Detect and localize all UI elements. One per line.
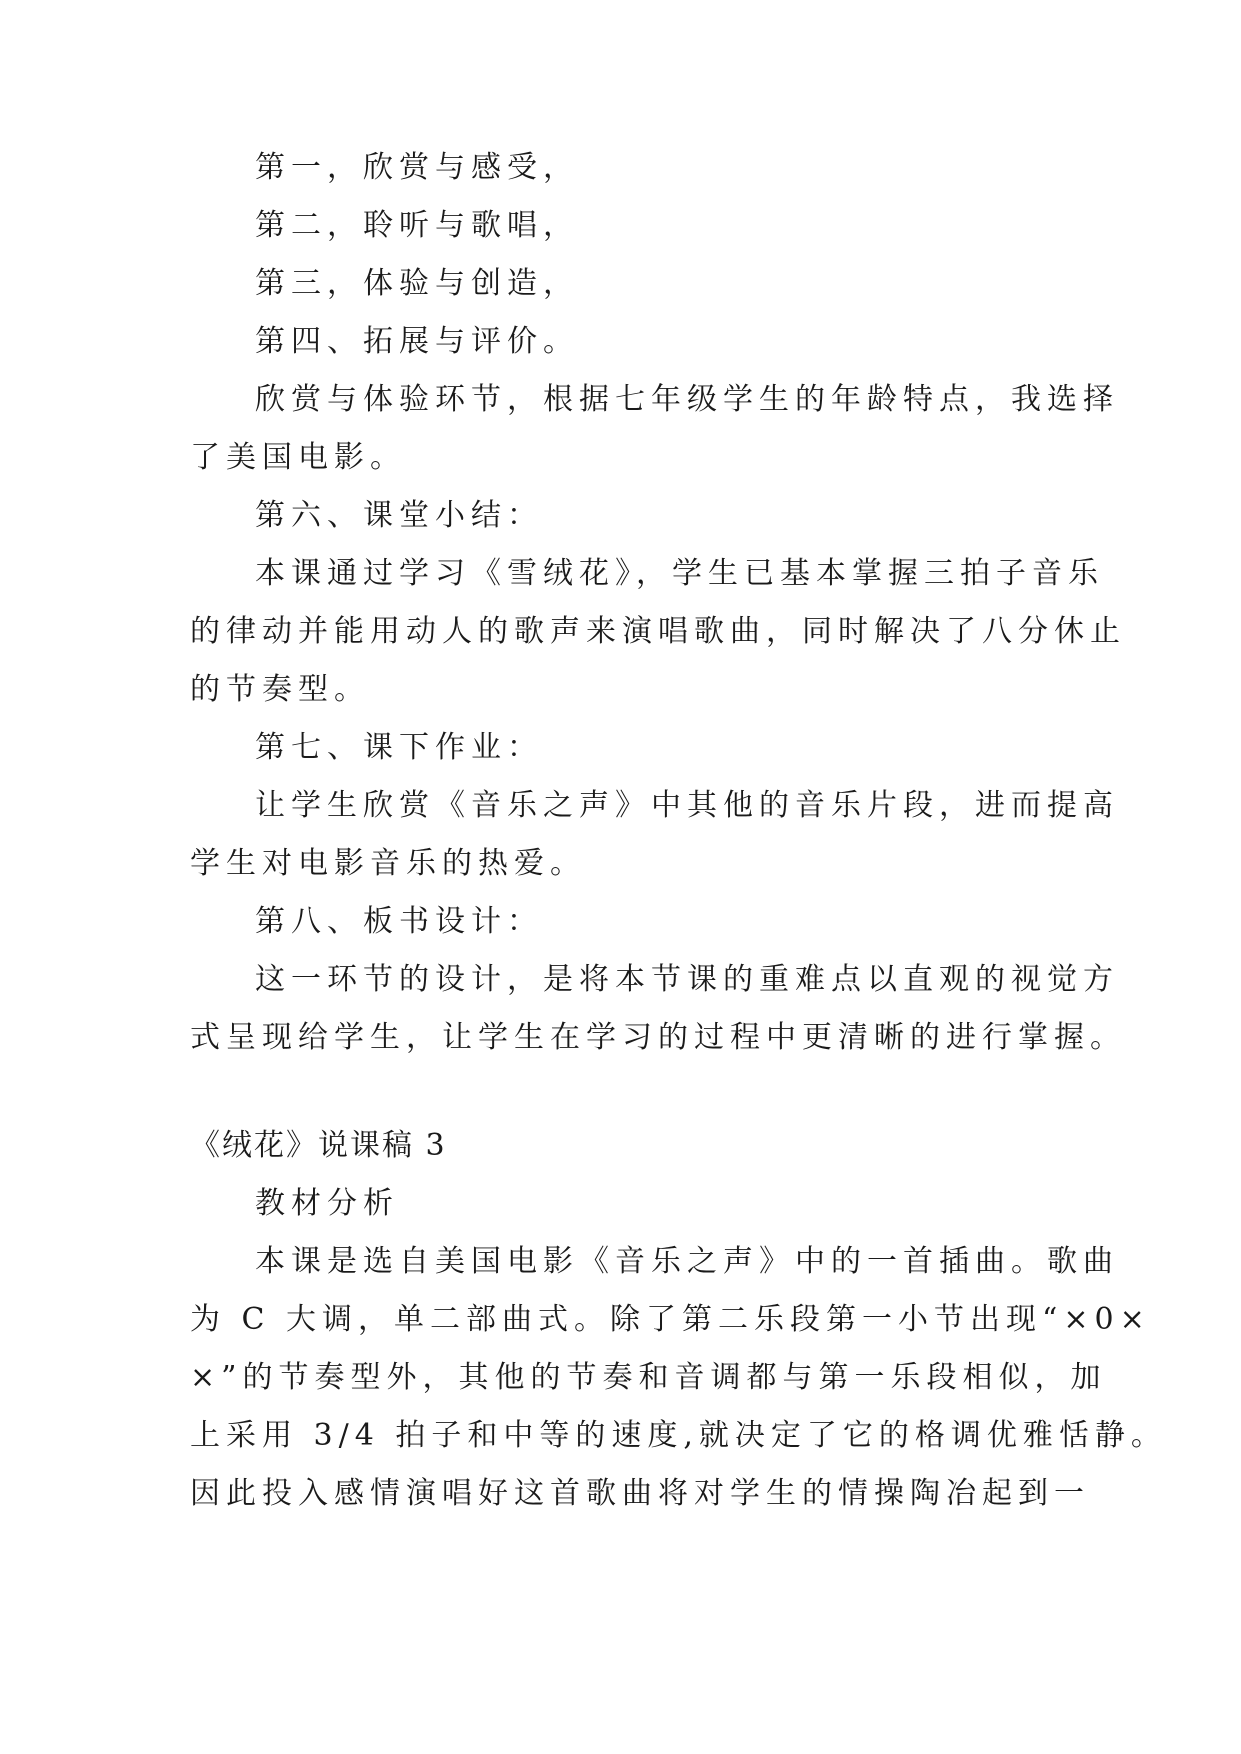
paragraph-line: 让学生欣赏《音乐之声》中其他的音乐片段，进而提高 (255, 788, 1119, 823)
paragraph-line: 本课通过学习《雪绒花》，学生已基本掌握三拍子音乐 (255, 556, 1104, 591)
paragraph-line: 教材分析 (255, 1186, 399, 1221)
paragraph-line: 本课是选自美国电影《音乐之声》中的一首插曲。歌曲 (255, 1244, 1119, 1279)
paragraph-line: 学生对电影音乐的热爱。 (190, 846, 586, 881)
paragraph-line: 第七、课下作业： (255, 730, 543, 765)
paragraph-line: 第八、板书设计： (255, 904, 543, 939)
paragraph-line: 了美国电影。 (190, 440, 406, 475)
paragraph-line: 因此投入感情演唱好这首歌曲将对学生的情操陶冶起到一 (190, 1476, 1090, 1511)
paragraph-line: ×”的节奏型外，其他的节奏和音调都与第一乐段相似，加 (190, 1360, 1107, 1395)
paragraph-line: 第二，聆听与歌唱， (255, 208, 579, 243)
paragraph-line: 欣赏与体验环节，根据七年级学生的年龄特点，我选择 (255, 382, 1119, 417)
paragraph-line: 的律动并能用动人的歌声来演唱歌曲，同时解决了八分休止 (190, 614, 1126, 649)
paragraph-line: 这一环节的设计，是将本节课的重难点以直观的视觉方 (255, 962, 1119, 997)
paragraph-line: 为 C 大调，单二部曲式。除了第二乐段第一小节出现“×0× (190, 1302, 1151, 1337)
section-title: 《绒花》说课稿 3 (190, 1128, 447, 1163)
paragraph-line: 第四、拓展与评价。 (255, 324, 579, 359)
paragraph-line: 的节奏型。 (190, 672, 370, 707)
paragraph-line: 上采用 3/4 拍子和中等的速度,就决定了它的格调优雅恬静。 (190, 1418, 1167, 1453)
paragraph-line: 第六、课堂小结： (255, 498, 543, 533)
paragraph-line: 第一，欣赏与感受， (255, 150, 579, 185)
paragraph-line: 式呈现给学生，让学生在学习的过程中更清晰的进行掌握。 (190, 1020, 1126, 1055)
paragraph-line: 第三，体验与创造， (255, 266, 579, 301)
